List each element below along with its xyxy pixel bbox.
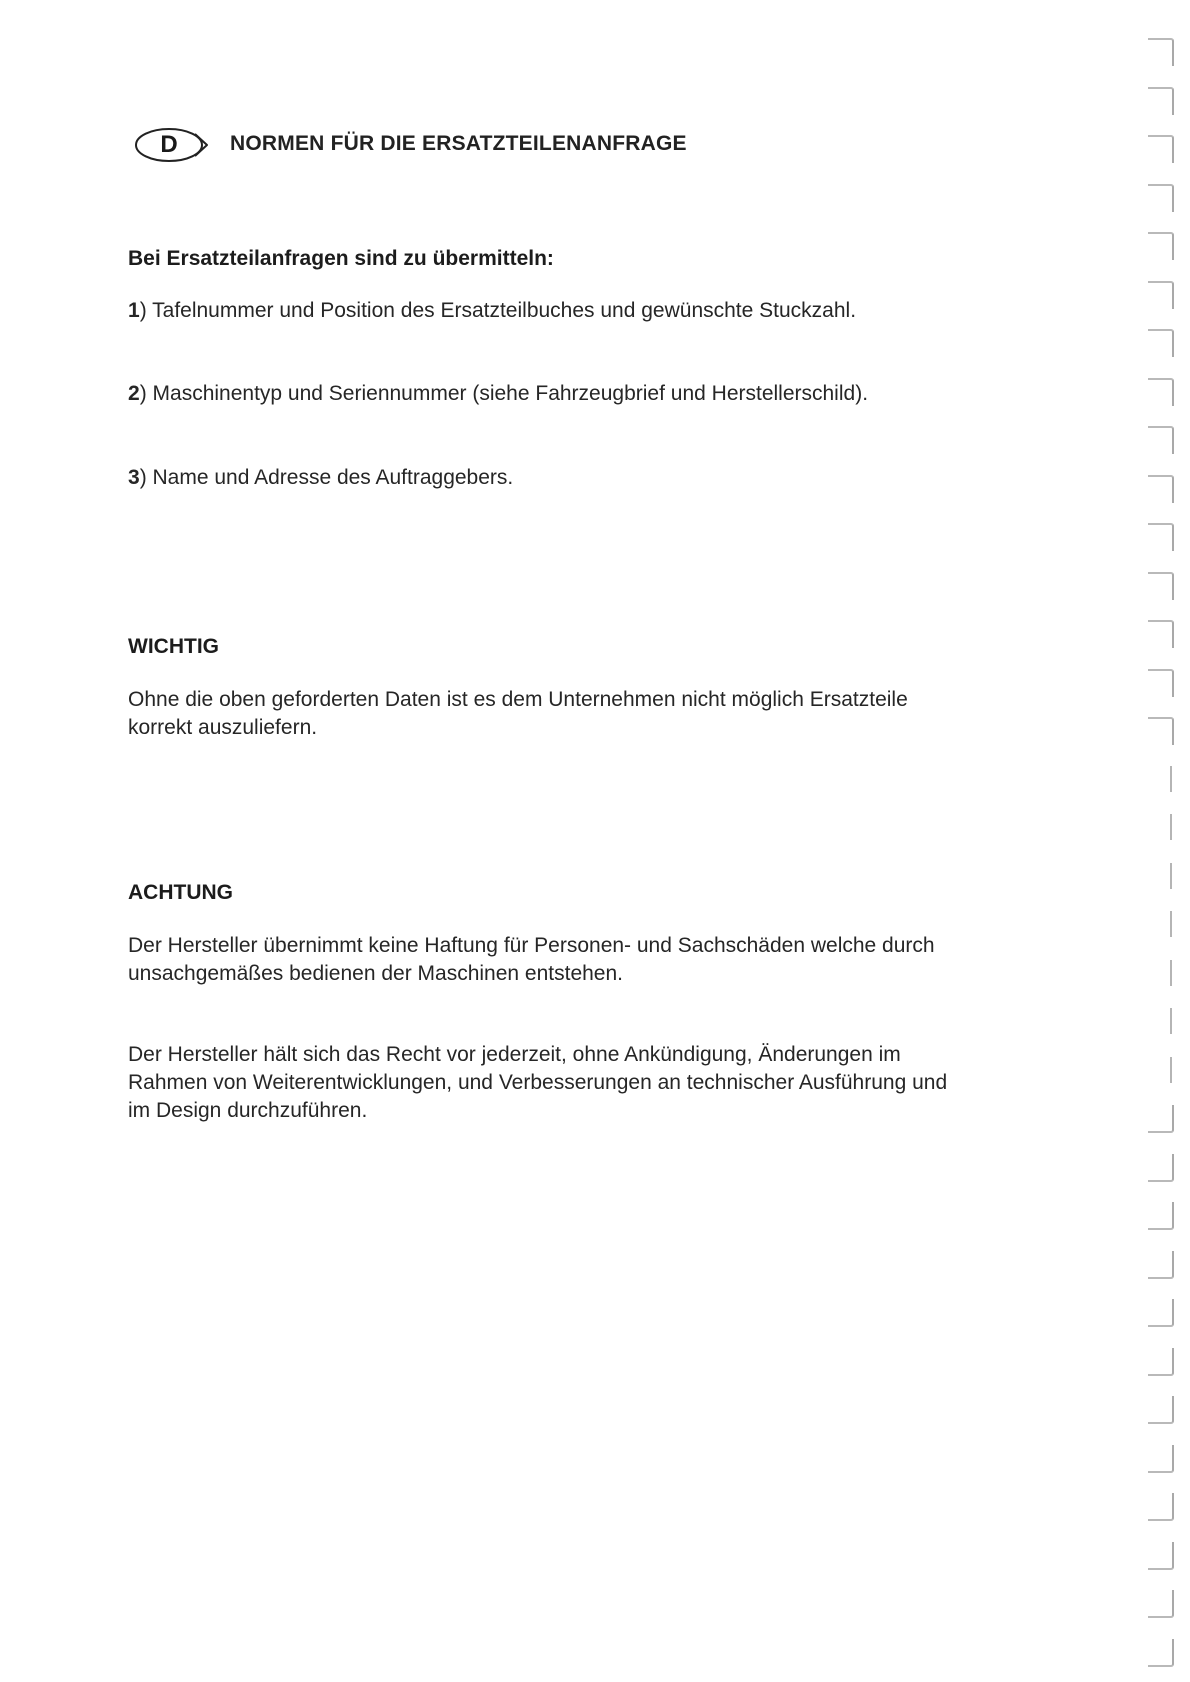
binding-mark: [1148, 1639, 1174, 1667]
binding-mark: [1148, 863, 1172, 889]
item-text: ) Maschinentyp und Seriennummer (siehe Fahrzeugbrief und Herstellerschild).: [139, 382, 869, 405]
binding-mark: [1148, 1445, 1174, 1473]
achtung-heading: ACHTUNG: [128, 881, 233, 904]
binding-mark: [1148, 1057, 1172, 1083]
binding-mark: [1148, 426, 1174, 454]
binding-mark: [1148, 572, 1174, 600]
text-line: korrekt auszuliefern.: [128, 716, 318, 739]
binding-mark: [1148, 1299, 1174, 1327]
binding-mark: [1148, 329, 1174, 357]
binding-holes: [1130, 0, 1190, 1682]
binding-mark: [1148, 1008, 1172, 1034]
binding-mark: [1148, 911, 1172, 937]
binding-mark: [1148, 378, 1174, 406]
country-code: D: [160, 131, 178, 158]
binding-mark: [1148, 1542, 1174, 1570]
text-line: Ohne die oben geforderten Daten ist es dem Unternehmen nicht möglich Ersatzteile: [128, 688, 908, 711]
binding-mark: [1148, 87, 1174, 115]
binding-mark: [1148, 1105, 1174, 1133]
item-number: 1: [128, 299, 140, 322]
list-item: [128, 464, 513, 492]
binding-mark: [1148, 135, 1174, 163]
binding-mark: [1148, 475, 1174, 503]
binding-mark: [1148, 814, 1172, 840]
wichtig-heading: WICHTIG: [128, 635, 219, 658]
wichtig-text: [128, 686, 908, 742]
text-line: Rahmen von Weiterentwicklungen, und Verbesserungen an technischer Ausführung und: [128, 1071, 948, 1094]
binding-mark: [1148, 669, 1174, 697]
list-item: [128, 380, 868, 408]
text-line: Der Hersteller übernimmt keine Haftung für Personen- und Sachschäden welche durch: [128, 934, 935, 957]
binding-mark: [1148, 523, 1174, 551]
binding-mark: [1148, 1251, 1174, 1279]
binding-mark: [1148, 232, 1174, 260]
binding-mark: [1148, 1348, 1174, 1376]
binding-mark: [1148, 281, 1174, 309]
binding-mark: [1148, 960, 1172, 986]
binding-mark: [1148, 1154, 1174, 1182]
page-title: NORMEN FÜR DIE ERSATZTEILENANFRAGE: [230, 132, 687, 155]
item-text: ) Name und Adresse des Auftraggebers.: [139, 466, 514, 489]
list-item: [128, 297, 856, 325]
country-code-badge: [133, 125, 211, 165]
request-intro: Bei Ersatzteilanfragen sind zu übermitteln:: [128, 247, 554, 270]
binding-mark: [1148, 766, 1172, 792]
rights-text: [128, 1041, 947, 1125]
binding-mark: [1148, 1396, 1174, 1424]
text-line: Der Hersteller hält sich das Recht vor jederzeit, ohne Ankündigung, Änderungen im: [128, 1043, 901, 1066]
binding-mark: [1148, 620, 1174, 648]
item-number: 3: [128, 466, 140, 489]
binding-mark: [1148, 38, 1174, 66]
binding-mark: [1148, 1493, 1174, 1521]
binding-mark: [1148, 1202, 1174, 1230]
binding-mark: [1148, 184, 1174, 212]
binding-mark: [1148, 717, 1174, 745]
text-line: unsachgemäßes bedienen der Maschinen entstehen.: [128, 962, 623, 985]
item-number: 2: [128, 382, 140, 405]
item-text: ) Tafelnummer und Position des Ersatzteilbuches und gewünschte Stuckzahl.: [139, 299, 857, 322]
achtung-text: [128, 932, 935, 988]
binding-mark: [1148, 1590, 1174, 1618]
text-line: im Design durchzuführen.: [128, 1099, 368, 1122]
